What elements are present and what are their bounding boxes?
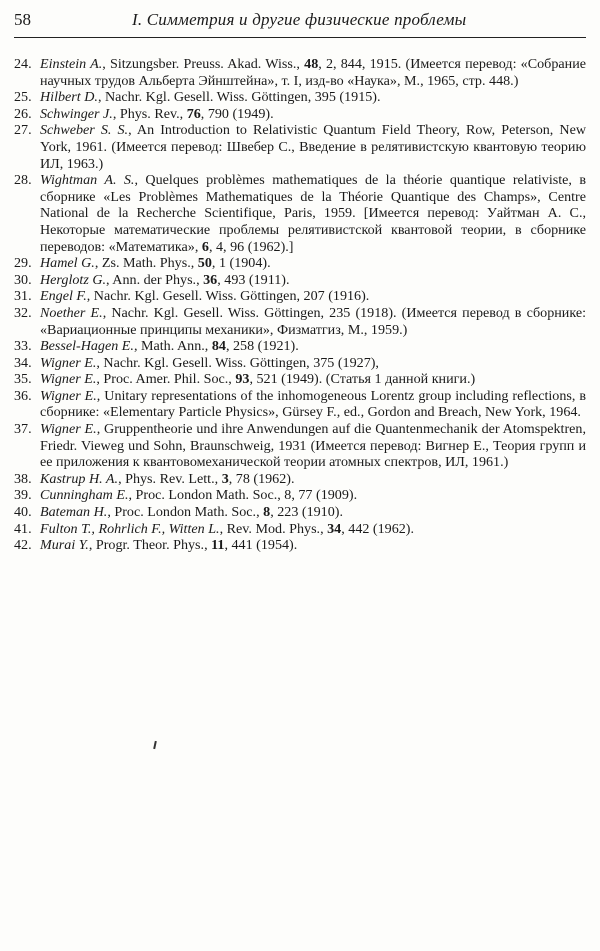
reference-volume: 8 [263, 504, 271, 521]
reference-item [14, 106, 586, 123]
reference-source: , Proc. London Math. Soc., 8, 77 (1909). [128, 487, 358, 504]
reference-number: 31. [14, 288, 32, 305]
reference-text [40, 272, 586, 289]
reference-volume: 93 [235, 371, 250, 388]
reference-source: , Math. Ann., [133, 338, 212, 355]
reference-text [40, 288, 586, 305]
reference-author: Bessel-Hagen E. [40, 338, 134, 355]
reference-item [14, 471, 586, 488]
reference-source: , Nachr. Kgl. Gesell. Wiss. Göttingen, 207 (1916). [86, 288, 370, 305]
reference-details: , 78 (1962). [228, 470, 295, 487]
reference-volume: 6 [201, 238, 209, 255]
print-speck [153, 741, 157, 749]
reference-item [14, 371, 586, 388]
reference-item [14, 288, 586, 305]
reference-author: Wigner E. [40, 354, 97, 371]
reference-author: Wigner E. [40, 371, 97, 388]
reference-source: , Zs. Math. Phys., [94, 255, 198, 272]
reference-details: , 2, 844, 1915. (Имеется перевод: «Собрание научных трудов Альберта Эйнштейна», т. I, изд-во «Наука», М., 1965, стр. 448.) [40, 56, 586, 89]
reference-text [40, 371, 586, 388]
reference-author: Herglotz G. [40, 271, 107, 288]
reference-number: 39. [14, 487, 32, 504]
reference-text [40, 471, 586, 488]
reference-text [40, 305, 586, 338]
reference-source: , An Introduction to Relativistic Quantum Field Theory, Row, Peterson, New York, 1961. (Имеется перевод: Швебер С., Введение в релятивистскую квантовую теорию ИЛ, 1963.) [40, 122, 586, 172]
reference-number: 29. [14, 255, 32, 272]
reference-item [14, 255, 586, 272]
reference-item [14, 521, 586, 538]
reference-text [40, 122, 586, 172]
reference-text [40, 89, 586, 106]
reference-number: 28. [14, 172, 32, 189]
reference-volume: 3 [221, 470, 229, 487]
reference-source: , Proc. Amer. Phil. Soc., [96, 371, 236, 388]
reference-item [14, 338, 586, 355]
reference-number: 40. [14, 504, 32, 521]
reference-item [14, 537, 586, 554]
reference-number: 32. [14, 304, 32, 321]
reference-number: 36. [14, 387, 32, 404]
reference-details: , 223 (1910). [270, 504, 343, 521]
reference-number: 42. [14, 537, 32, 554]
reference-volume: 36 [203, 271, 218, 288]
reference-item [14, 122, 586, 172]
reference-author: Noether E. [40, 304, 103, 321]
reference-number: 35. [14, 371, 32, 388]
reference-volume: 84 [211, 338, 226, 355]
reference-source: , Quelques problèmes mathematiques de la théorie quantique relativiste, в сборнике «Les Problèmes Mathematiques de la Théorie Quantique des Champs», Centre National de la Recherche Scientifique, Paris, 1959. [Имеется перевод: Уайтман А. С., Некоторые математические проблемы релятивистской квантовой теории, в сборнике переводов: «Математика», [40, 172, 587, 255]
reference-volume: 48 [304, 56, 319, 72]
reference-item [14, 272, 586, 289]
reference-source: , Progr. Theor. Phys., [88, 537, 212, 554]
reference-number: 27. [14, 122, 32, 139]
reference-source: , Ann. der Phys., [106, 271, 204, 288]
reference-text [40, 388, 586, 421]
reference-text [40, 521, 586, 538]
reference-details: , 4, 96 (1962).] [208, 238, 294, 255]
reference-author: Fulton T., Rohrlich F., Witten L. [40, 520, 220, 537]
reference-volume: 11 [211, 537, 225, 554]
reference-text [40, 255, 586, 272]
reference-text [40, 421, 586, 471]
page-header [14, 6, 586, 34]
reference-details: , 258 (1921). [225, 338, 299, 355]
reference-item [14, 355, 586, 372]
reference-source: , Proc. London Math. Soc., [107, 504, 264, 521]
reference-author: Engel F. [40, 288, 87, 305]
reference-source: , Gruppentheorie und ihre Anwendungen auf die Quantenmechanik der Atomspektren, Friedr. Vieweg und Sohn, Braunschweig, 1931 (Имеется перевод: Вигнер Е., Теория групп и ее приложения к квантовомеханической теории атомных спектров, ИЛ, 1961.) [40, 421, 586, 471]
reference-details: , 1 (1904). [211, 255, 271, 272]
reference-source: , Nachr. Kgl. Gesell. Wiss. Göttingen, 235 (1918). (Имеется перевод в сборнике: «Вариационные принципы механики», Физматгиз, М., 1959.) [40, 304, 587, 338]
reference-details: , 441 (1954). [224, 537, 298, 554]
running-title: I. Симметрия и другие физические проблемы [132, 10, 467, 29]
reference-list [14, 56, 586, 554]
reference-number: 37. [14, 421, 32, 438]
header-rule [14, 37, 586, 38]
reference-source: , Sitzungsber. Preuss. Akad. Wiss., [102, 56, 305, 72]
reference-text [40, 338, 586, 355]
reference-author: Cunningham E. [40, 487, 129, 504]
reference-author: Wigner E. [40, 421, 97, 438]
reference-author: Bateman H. [40, 504, 108, 521]
reference-author: Hilbert D. [40, 89, 98, 106]
reference-source: , Phys. Rev., [112, 105, 187, 122]
reference-author: Wightman A. S. [40, 172, 135, 189]
reference-text [40, 487, 586, 504]
reference-number: 25. [14, 89, 32, 106]
reference-text [40, 355, 586, 372]
reference-item [14, 305, 586, 338]
reference-source: , Nachr. Kgl. Gesell. Wiss. Göttingen, 375 (1927), [96, 354, 379, 371]
reference-item [14, 89, 586, 106]
reference-details: , 493 (1911). [217, 271, 290, 288]
reference-item [14, 388, 586, 421]
reference-details: , 790 (1949). [200, 105, 274, 122]
reference-source: , Nachr. Kgl. Gesell. Wiss. Göttingen, 395 (1915). [97, 89, 381, 106]
reference-item [14, 56, 586, 89]
reference-volume: 34 [327, 520, 342, 537]
reference-text [40, 172, 586, 255]
reference-source: , Unitary representations of the inhomogeneous Lorentz group including reflections, в сборнике: «Elementary Particle Physics», Gürsey F., ed., Gordon and Breach, New York, 1964. [40, 387, 586, 421]
reference-item [14, 487, 586, 504]
reference-details: , 521 (1949). (Статья 1 данной книги.) [249, 371, 476, 388]
reference-number: 33. [14, 338, 32, 355]
reference-author: Schweber S. S. [40, 122, 129, 139]
reference-volume: 50 [197, 255, 212, 272]
reference-text [40, 504, 586, 521]
reference-source: , Rev. Mod. Phys., [219, 520, 328, 537]
reference-item [14, 504, 586, 521]
reference-author: Wigner E. [40, 387, 97, 404]
reference-author: Einstein A. [40, 56, 103, 72]
reference-number: 26. [14, 105, 32, 122]
reference-number: 34. [14, 354, 32, 371]
reference-text [40, 537, 586, 554]
reference-number: 41. [14, 520, 32, 537]
reference-author: Murai Y. [40, 537, 89, 554]
reference-number: 38. [14, 470, 32, 487]
reference-author: Hamel G. [40, 255, 95, 272]
reference-source: , Phys. Rev. Lett., [118, 470, 222, 487]
reference-text [40, 106, 586, 123]
reference-author: Schwinger J. [40, 105, 113, 122]
reference-text [40, 56, 586, 89]
reference-details: , 442 (1962). [341, 520, 415, 537]
reference-number: 24. [14, 56, 32, 72]
page-number: 58 [14, 10, 31, 29]
reference-author: Kastrup H. A. [40, 470, 119, 487]
reference-item [14, 421, 586, 471]
reference-item [14, 172, 586, 255]
reference-number: 30. [14, 271, 32, 288]
reference-volume: 76 [186, 105, 201, 122]
